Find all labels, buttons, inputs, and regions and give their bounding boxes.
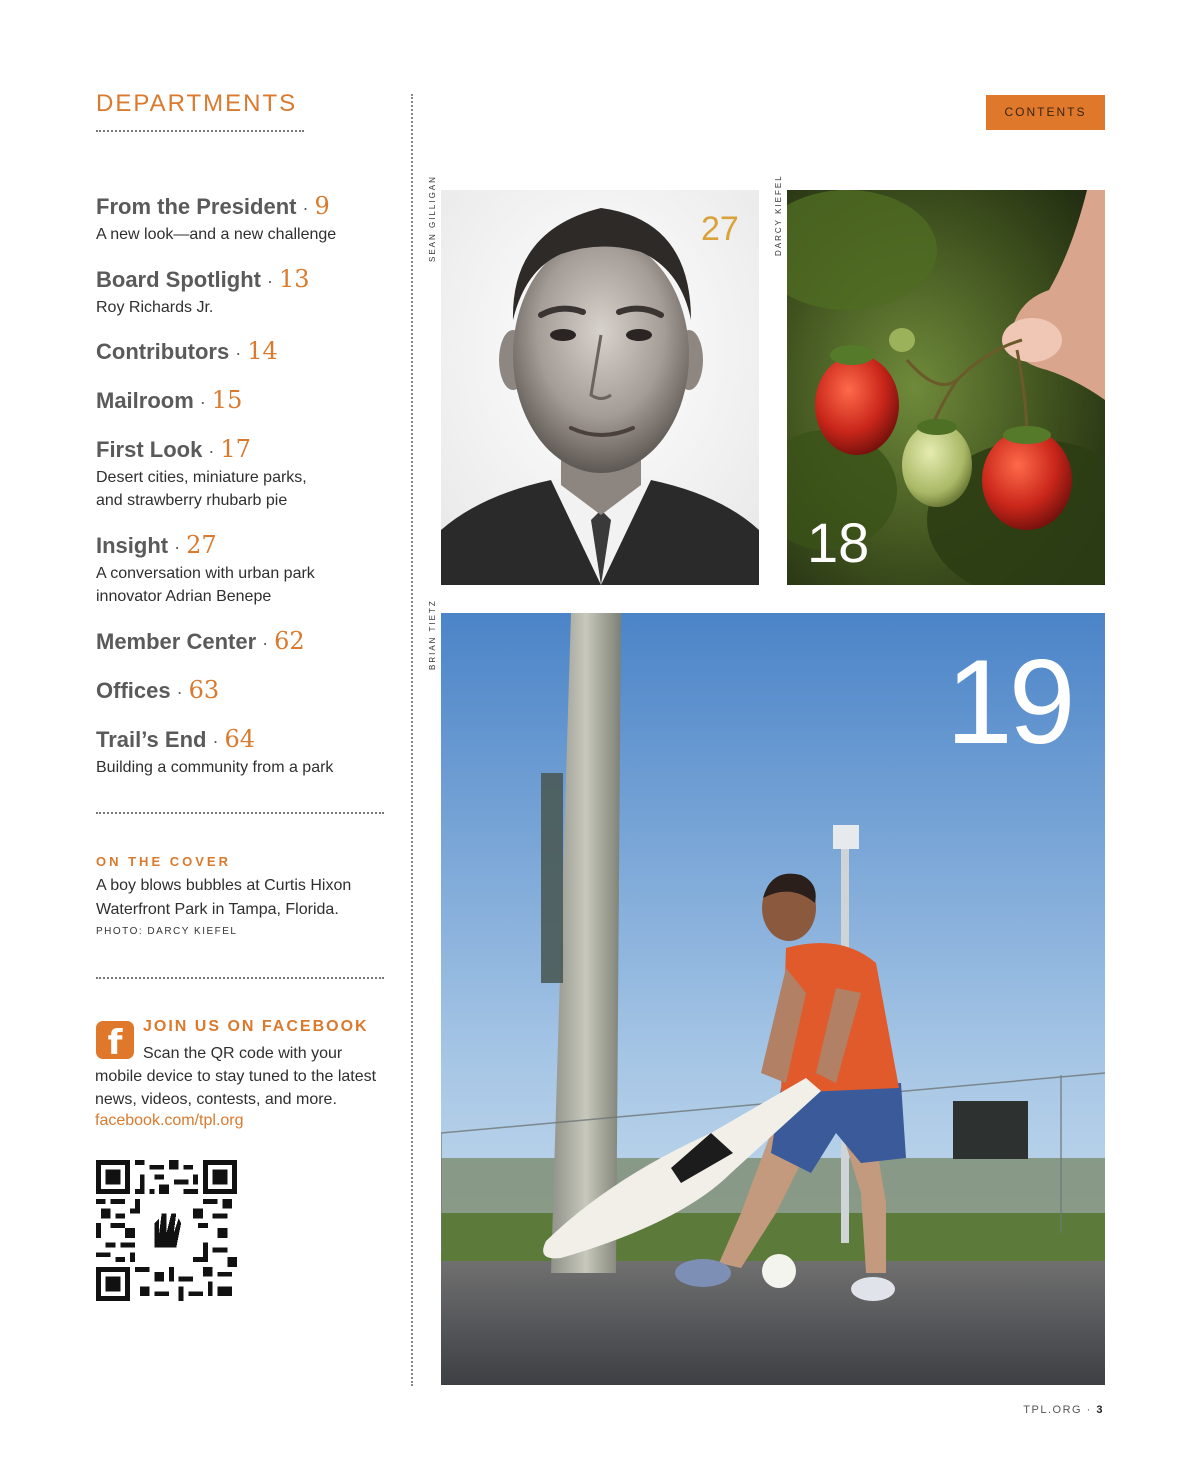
toc-entry-board-spotlight[interactable] [96, 266, 310, 319]
toc-entry-insight[interactable] [96, 532, 315, 608]
footer-site: TPL.ORG [1023, 1404, 1083, 1416]
entry-page: 64 [224, 725, 255, 753]
entry-page: 17 [220, 435, 251, 463]
entry-separator: · [199, 392, 206, 412]
entry-subtitle: Desert cities, miniature parks, and strawberry rhubarb pie [96, 469, 307, 509]
entry-title: Mailroom [96, 388, 194, 413]
strawberry-photo[interactable] [787, 190, 1105, 585]
entry-separator: · [174, 537, 181, 557]
entry-separator: · [266, 271, 273, 291]
entry-subtitle: A new look—and a new challenge [96, 226, 337, 243]
cover-credit: PHOTO: DARCY KIEFEL [96, 926, 238, 937]
entry-title: Insight [96, 533, 169, 558]
entry-page: 13 [278, 265, 310, 293]
page-footer [1023, 1404, 1104, 1416]
cricket-photo[interactable] [441, 613, 1105, 1385]
entry-page: 62 [274, 627, 305, 655]
entry-subtitle: Roy Richards Jr. [96, 299, 214, 316]
photo-credit-cricket: BRIAN TIETZ [428, 599, 437, 670]
entry-separator: · [176, 682, 183, 702]
toc-entry-member-center[interactable] [96, 628, 305, 656]
entry-page: 14 [247, 337, 278, 365]
cover-caption: A boy blows bubbles at Curtis Hixon Waterfront Park in Tampa, Florida. [96, 877, 352, 918]
entry-page: 15 [211, 386, 243, 414]
facebook-heading: JOIN US ON FACEBOOK [143, 1018, 369, 1035]
footer-separator: · [1086, 1404, 1092, 1416]
entry-separator: · [262, 633, 269, 653]
toc-entry-mailroom[interactable] [96, 387, 242, 415]
qr-code-icon[interactable] [96, 1160, 237, 1301]
section-divider [96, 977, 384, 979]
entry-subtitle: A conversation with urban park innovator Adrian Benepe [96, 565, 315, 605]
contents-badge: CONTENTS [986, 95, 1105, 130]
portrait-photo[interactable] [441, 190, 759, 585]
photo-credit-portrait: SEAN GILLIGAN [428, 175, 437, 262]
portrait-image [441, 190, 759, 585]
footer-page-number: 3 [1096, 1404, 1104, 1416]
entry-title: Contributors [96, 339, 230, 364]
toc-entry-president[interactable] [96, 193, 336, 246]
entry-page: 27 [186, 531, 217, 559]
entry-separator: · [235, 343, 242, 363]
toc-entry-offices[interactable] [96, 677, 219, 705]
cover-heading: ON THE COVER [96, 854, 231, 869]
entry-title: First Look [96, 437, 203, 462]
section-title: DEPARTMENTS [96, 90, 298, 117]
entry-page: 63 [188, 676, 220, 704]
column-divider [411, 94, 413, 1386]
entry-title: Board Spotlight [96, 267, 261, 292]
section-divider [96, 812, 384, 814]
photo-page-number: 27 [701, 210, 739, 248]
entry-separator: · [212, 731, 219, 751]
entry-title: Member Center [96, 629, 257, 654]
title-divider [96, 130, 304, 132]
entry-title: From the President [96, 194, 297, 219]
entry-page: 9 [314, 192, 330, 220]
entry-subtitle: Building a community from a park [96, 759, 334, 776]
facebook-icon[interactable]: f [96, 1021, 134, 1059]
toc-entry-trails-end[interactable] [96, 726, 333, 779]
toc-entry-first-look[interactable] [96, 436, 307, 512]
photo-page-number: 18 [807, 511, 870, 574]
photo-page-number: 19 [946, 635, 1072, 769]
photo-credit-strawberry: DARCY KIEFEL [774, 174, 783, 256]
entry-title: Offices [96, 678, 171, 703]
facebook-text-line1: Scan the QR code with your [143, 1045, 343, 1062]
entry-separator: · [208, 441, 215, 461]
facebook-link[interactable]: facebook.com/tpl.org [95, 1112, 244, 1129]
facebook-text: mobile device to stay tuned to the latest news, videos, contests, and more. [95, 1068, 377, 1108]
entry-separator: · [302, 198, 309, 218]
toc-entry-contributors[interactable] [96, 338, 278, 366]
entry-title: Trail’s End [96, 727, 207, 752]
